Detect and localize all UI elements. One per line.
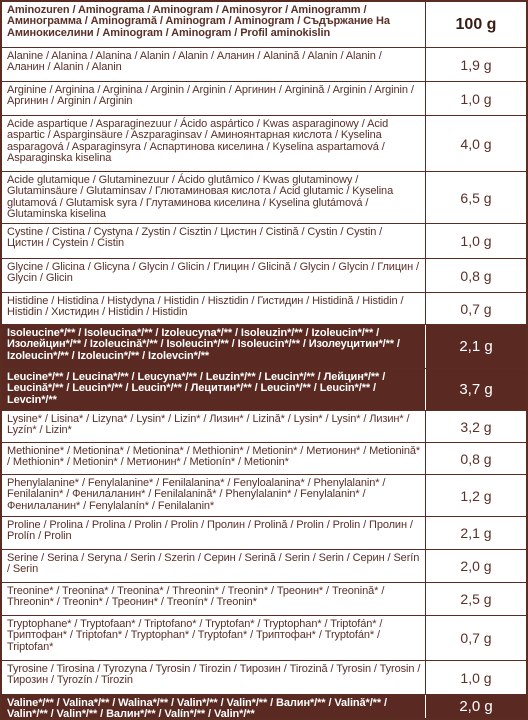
table-row-cystine <box>2 224 526 259</box>
table-row-leucine <box>2 369 526 411</box>
amino-acid-name: Valine*/** / Valina*/** / Walina*/** / Valin*/** / Valin*/** / Валин*/** / Valină*/** / Valin*/** / Valin*/** / Валин*/** / Valín*/** / Valin*/** <box>2 695 426 718</box>
table-header <box>2 2 526 48</box>
table-row-glycine <box>2 259 526 293</box>
amino-acid-value: 1,9 g <box>460 56 492 73</box>
amino-acid-name: Proline / Prolina / Prolina / Prolin / Prolin / Пролин / Prolină / Prolin / Prolin / Пролин / Prolín / Prolin <box>2 517 426 549</box>
amino-acid-name: Glycine / Glicina / Glicyna / Glycin / Glicin / Глицин / Glicină / Glycin / Glycin / Глицин / Glycin / Glicin <box>2 259 426 292</box>
amino-acid-value: 4,0 g <box>460 135 492 152</box>
table-row-tryptophan <box>2 616 526 661</box>
amino-acid-value: 2,1 g <box>460 525 492 541</box>
amino-acid-value: 1,2 g <box>460 487 492 504</box>
amino-acid-name: Phenylalanine* / Fenylalanine* / Fenilalanina* / Fenyloalanina* / Phenylalanin* / Fenilalanin* / Фенилаланин* / Fenilalanină* / Phenylalanin* / Fenylalanin* / Фенилаланин* / Fenylalanín* / Fenilalanin* <box>2 475 426 516</box>
amino-acid-name: Cystine / Cistina / Cystyna / Zystin / Cisztin / Цистин / Cistină / Cystin / Cystin / Цистин / Cystein / Cistin <box>2 224 426 258</box>
header-label: Aminozuren / Aminograma / Aminogram / Aminosyror / Aminogramm / Аминограмма / Aminogramă / Aminogram / Aminogram / Съдържание На Аминокиселини / Aminogram / Aminogram / Profil aminokislin <box>2 2 426 47</box>
amino-acid-value: 3,7 g <box>459 381 493 398</box>
amino-acid-name: Tryptophane* / Tryptofaan* / Triptofano* / Tryptofan* / Tryptophan* / Triptofán* / Триптофан* / Triptofan* / Tryptophan* / Tryptofan* / Триптофан* / Tryptofán* / Triptofan* <box>2 616 426 660</box>
amino-acid-value: 1,0 g <box>460 233 492 249</box>
table-row-methionine <box>2 443 526 475</box>
table-row-glutamic-acid <box>2 172 526 224</box>
amino-acid-value: 0,7 g <box>460 630 492 646</box>
table-row-arginine <box>2 82 526 116</box>
amino-acid-value: 1,0 g <box>460 90 492 107</box>
table-row-threonine <box>2 583 526 616</box>
amino-acid-value: 0,8 g <box>460 267 492 284</box>
amino-acid-value: 2,1 g <box>459 338 493 355</box>
table-row-isoleucine <box>2 325 526 369</box>
table-row-serine <box>2 550 526 583</box>
amino-acid-value: 2,5 g <box>460 591 492 607</box>
amino-acid-value: 0,7 g <box>460 300 492 317</box>
amino-acid-name: Serine / Serina / Seryna / Serin / Szerin / Серин / Serină / Serin / Serin / Серин / Serín / Serin <box>2 550 426 582</box>
table-row-valine <box>2 695 526 718</box>
amino-acid-name: Acide glutamique / Glutaminezuur / Ácido glutâmico / Kwas glutaminowy / Glutaminsäure / Glutaminsav / Глютаминовая кислота / Acid glutamic / Kyselina glutamová / Glutamisk syra / Глутаминова киселина / Kyselina glutámová / Glutaminska kiselina <box>2 172 426 223</box>
amino-acid-value: 1,0 g <box>460 669 492 686</box>
amino-acid-value: 2,0 g <box>459 698 493 715</box>
table-row-aspartic-acid <box>2 116 526 172</box>
amino-acid-value: 3,2 g <box>460 418 492 435</box>
header-amount: 100 g <box>455 15 497 33</box>
amino-acid-value: 2,0 g <box>460 558 492 574</box>
table-row-histidine <box>2 293 526 325</box>
table-row-lysine <box>2 411 526 443</box>
table-row-tyrosine <box>2 661 526 695</box>
table-row-alanine <box>2 48 526 82</box>
amino-acid-name: Arginine / Arginina / Arginina / Arginin / Arginin / Аргинин / Arginină / Arginin / Arginin / Аргинин / Arginin / Arginin <box>2 82 426 115</box>
table-row-phenylalanine <box>2 475 526 517</box>
table-row-proline <box>2 517 526 550</box>
amino-acid-name: Leucine*/** / Leucina*/** / Leucyna*/** / Leuzin*/** / Leucin*/** / Лейцин*/** / Leucină*/** / Leucin*/** / Leucin*/** / Лецитин*/** / Leucin*/** / Leucin*/** / Levcin*/** <box>2 369 426 410</box>
amino-acid-name: Alanine / Alanina / Alanina / Alanin / Alanin / Аланин / Alanină / Alanin / Alanin / Аланин / Alanin / Alanin <box>2 48 426 81</box>
amino-acid-name: Tyrosine / Tirosina / Tyrozyna / Tyrosin / Tirozin / Тирозин / Tirozină / Tyrosin / Tyrosin / Тирозин / Tyrozín / Tirozin <box>2 661 426 694</box>
amino-acid-name: Acide aspartique / Asparaginezuur / Ácido aspártico / Kwas asparaginowy / Acid aspartic / Asparginsäure / Aszparaginsav / Аминоянтарная кислота / Kyselina asparagová / Asparaginsyra / Аспартинова киселина / Kyselina aspartamová / Asparaginska kiselina <box>2 116 426 171</box>
amino-acid-value: 6,5 g <box>460 189 492 206</box>
amino-acid-name: Histidine / Histidina / Histydyna / Histidin / Hisztidin / Гистидин / Histidină / Histidin / Histidin / Хистидин / Histidin / Histidin <box>2 293 426 324</box>
amino-acid-value: 0,8 g <box>460 450 492 467</box>
amino-acid-name: Lysine* / Lisina* / Lizyna* / Lysin* / Lizin* / Лизин* / Lizină* / Lysin* / Lysin* / Лизин* / Lyzín* / Lizin* <box>2 411 426 442</box>
amino-acid-name: Isoleucine*/** / Isoleucina*/** / Izoleucyna*/** / Isoleuzin*/** / Izoleucin*/** / Изолейцин*/** / Izoleucină*/** / Isoleucin*/** / Isoleucin*/** / Изолеуцитин*/** / Izoleucin*/** / Izoleucin*/** / Izolevcin*/** <box>2 325 426 368</box>
amino-acid-name: Treonine* / Treonina* / Treonina* / Threonin* / Treonin* / Треонин* / Treonină* / Threonin* / Treonin* / Треонин* / Treonín* / Treonin* <box>2 583 426 615</box>
amino-acid-name: Methionine* / Metionina* / Metionina* / Methionin* / Metionin* / Метионин* / Metionină* / Methionin* / Metionin* / Метионин* / Metionín* / Metionin* <box>2 443 426 474</box>
